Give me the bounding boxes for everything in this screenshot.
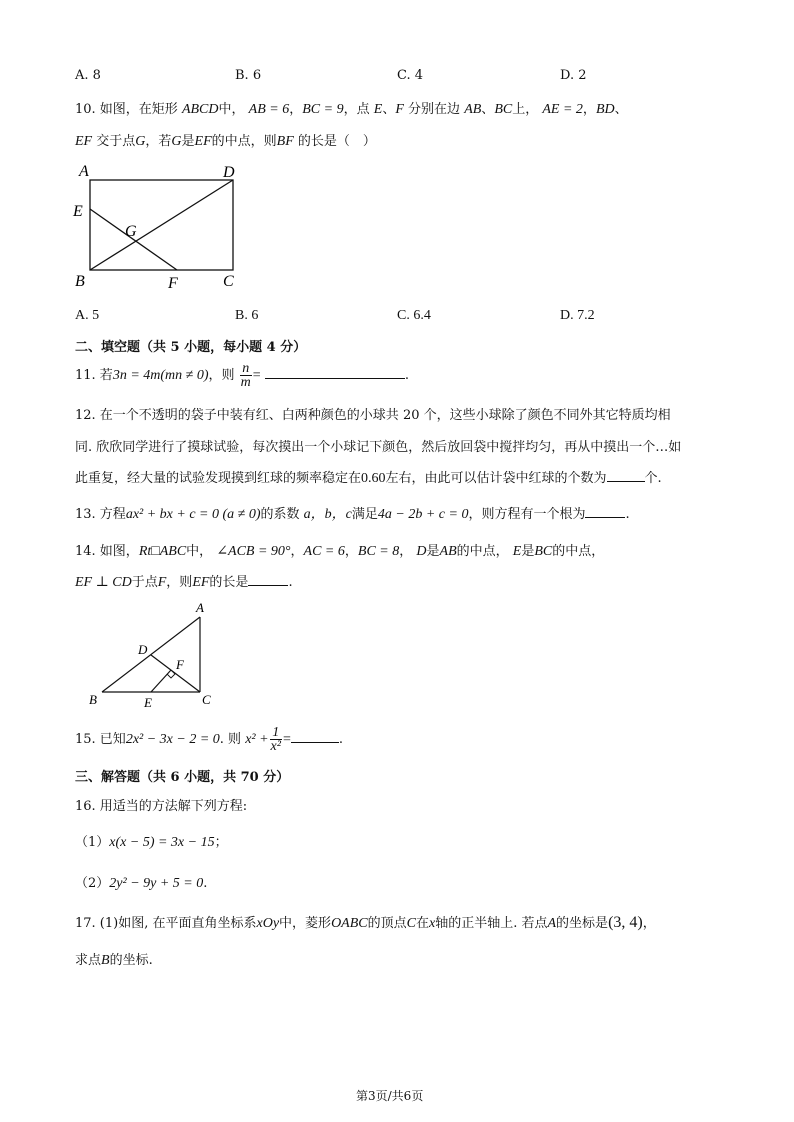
segment-ef [151,670,171,692]
q10-line1: 10. 如图，在矩形 ABCD中， AB = 6，BC = 9，点 E、F 分别在边 AB、BC上， AE = 2，BD、 [75,102,628,117]
q10-rectangle-figure [65,158,255,293]
label-b: B [89,692,97,707]
label-d: D [138,642,148,657]
label-d: D [223,164,235,181]
q16-title: 16. 用适当的方法解下列方程: [75,799,248,814]
q15: 15. 已知2x² − 3x − 2 = 0. 则 x² + $\frac{1}{\text{x²}}$ = . [75,725,344,754]
q9-option-a: A. 8 [75,68,101,83]
diagonal-bd [90,180,233,270]
q13-answer-blank[interactable] [585,505,625,518]
q11: 11. 若3n = 4m(mn ≠ 0)，则 $\frac{n}{m}$ = . [75,361,409,390]
q10-option-b: B. 6 [235,308,259,323]
label-g: G [125,223,137,240]
label-e: E [73,203,83,220]
q10-option-a: A. 5 [75,308,100,323]
q14-line2: EF ⊥ CD于点F，则EF的长是 . [75,575,293,590]
section2-title: 二、填空题（共 5 小题，每小题 4 分） [75,340,307,355]
label-e: E [144,695,152,710]
label-c: C [223,273,234,290]
q14-triangle-figure [85,600,225,712]
page-number: 第3页/共6页 [356,1089,424,1103]
q16-part2: （2）2y² − 9y + 5 = 0. [75,876,208,891]
label-f: F [176,657,184,672]
label-a: A [79,163,89,180]
q14-line1: 14. 如图，Rt□ABC中， ∠ACB = 90°，AC = 6，BC = 8， D是AB的中点， E是BC的中点， [75,544,605,559]
q10-option-d: D. 7.2 [560,308,595,323]
q12-line2: 同. 欣欣同学进行了摸球试验，每次摸出一个小球记下颜色，然后放回袋中搅拌均匀，再从中摸出一个…如 [75,440,682,455]
q12-line3: 此重复，经大量的试验发现摸到红球的频率稳定在0.60左右，由此可以估计袋中红球的个数为 个. [75,471,662,486]
q9-option-d: D. 2 [560,68,587,83]
q14-answer-blank[interactable] [248,573,288,586]
q10-line2: EF 交于点G，若G是EF的中点，则BF 的长是（ ） [75,134,376,149]
q12-answer-blank[interactable] [607,469,645,482]
label-f: F [168,275,178,292]
q15-fraction: $\frac{1}{\text{x²}}$ [270,725,281,754]
q11-fraction: $\frac{n}{m}$ [240,361,251,390]
right-angle-mark [167,670,175,678]
q13: 13. 方程ax² + bx + c = 0 (a ≠ 0)的系数 a，b，c满足4a − 2b + c = 0，则方程有一个根为 . [75,507,630,522]
q10-option-c: C. 6.4 [397,308,431,323]
q17-line2: 求点B的坐标. [75,953,153,968]
label-b: B [75,273,85,290]
q15-answer-blank[interactable] [291,730,339,743]
q9-option-c: C. 4 [397,68,424,83]
q11-answer-blank[interactable] [265,366,405,379]
label-a: A [196,600,204,615]
label-c: C [202,692,211,707]
q16-part1: （1）x(x − 5) = 3x − 15； [75,835,228,850]
section3-title: 三、解答题（共 6 小题，共 70 分） [75,770,290,785]
q17-line1: 17. (1)如图, 在平面直角坐标系xOy中，菱形OABC的顶点C在x轴的正半轴上. 若点A的坐标是(3, 4)， [75,914,656,931]
q9-option-b: B. 6 [235,68,262,83]
q12-line1: 12. 在一个不透明的袋子中装有红、白两种颜色的小球共 20 个，这些小球除了颜色不同外其它特质均相 [75,408,671,423]
